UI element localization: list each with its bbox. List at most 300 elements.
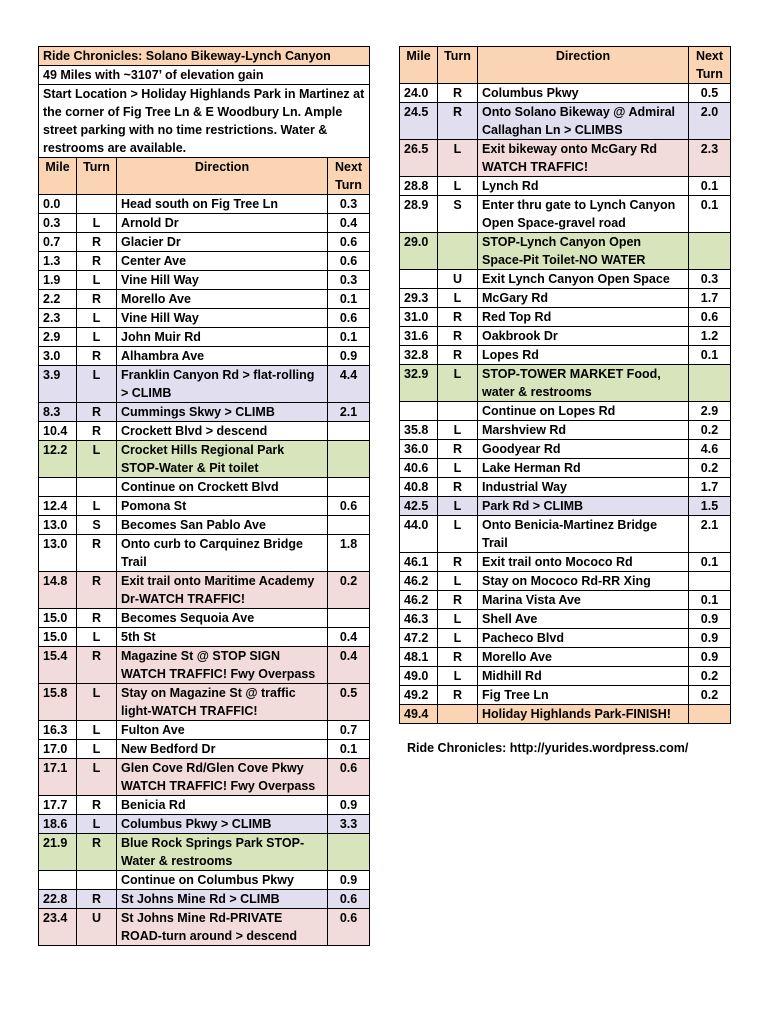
direction-cell: Crocket Hills Regional Park STOP-Water & Pit toilet [117,441,328,478]
mile-cell: 29.3 [400,289,438,308]
direction-cell: Marshview Rd [478,421,689,440]
cue-row [400,591,731,610]
cue-sheet-right [399,46,731,724]
direction-cell: Pomona St [117,497,328,516]
turn-cell: L [77,740,117,759]
cue-row [39,721,370,740]
turn-cell: L [438,629,478,648]
direction-cell: New Bedford Dr [117,740,328,759]
turn-cell: L [438,572,478,591]
start-location: Start Location > Holiday Highlands Park in Martinez at the corner of Fig Tree Ln & E Woodbury Ln. Ample street parking with no time restrictions. Water & restrooms are available. [39,85,370,158]
cue-row [400,667,731,686]
direction-cell: Crockett Blvd > descend [117,422,328,441]
mile-cell: 10.4 [39,422,77,441]
direction-cell: Columbus Pkwy [478,84,689,103]
direction-cell: Goodyear Rd [478,440,689,459]
next-turn-cell: 0.9 [328,796,370,815]
turn-cell: R [77,422,117,441]
cue-row [39,628,370,647]
mile-cell: 31.0 [400,308,438,327]
mile-cell [400,402,438,421]
next-turn-cell: 2.9 [689,402,731,421]
mile-cell: 48.1 [400,648,438,667]
mile-cell: 8.3 [39,403,77,422]
turn-cell: R [438,327,478,346]
mile-cell: 16.3 [39,721,77,740]
next-turn-cell: 0.6 [328,909,370,946]
turn-cell: R [438,648,478,667]
next-turn-cell: 0.6 [328,309,370,328]
mile-cell: 13.0 [39,535,77,572]
mile-cell: 40.8 [400,478,438,497]
direction-cell: Blue Rock Springs Park STOP-Water & restrooms [117,834,328,871]
next-turn-cell: 0.1 [689,177,731,196]
turn-cell [438,233,478,270]
turn-cell: L [438,140,478,177]
direction-cell: STOP-Lynch Canyon Open Space-Pit Toilet-NO WATER [478,233,689,270]
cue-row [400,308,731,327]
cue-row [400,346,731,365]
cue-row [39,328,370,347]
turn-cell: R [77,233,117,252]
cue-row [39,647,370,684]
turn-cell: L [438,667,478,686]
mile-cell: 13.0 [39,516,77,535]
mile-cell [400,270,438,289]
direction-cell: Alhambra Ave [117,347,328,366]
cue-row [400,84,731,103]
direction-cell: Park Rd > CLIMB [478,497,689,516]
direction-cell: Morello Ave [117,290,328,309]
direction-cell: Benicia Rd [117,796,328,815]
next-turn-cell: 0.1 [689,591,731,610]
turn-cell: R [77,609,117,628]
direction-cell: 5th St [117,628,328,647]
cue-row [400,516,731,553]
next-turn-cell: 2.0 [689,103,731,140]
cue-row [39,403,370,422]
next-turn-cell: 0.9 [689,610,731,629]
cue-row [39,815,370,834]
cue-row [400,103,731,140]
direction-cell: Onto Benicia-Martinez Bridge Trail [478,516,689,553]
next-turn-cell: 1.2 [689,327,731,346]
cue-row [400,686,731,705]
direction-cell: Head south on Fig Tree Ln [117,195,328,214]
mile-cell [39,478,77,497]
next-turn-cell: 0.1 [328,328,370,347]
next-turn-cell: 0.7 [328,721,370,740]
turn-cell: R [77,535,117,572]
mile-cell: 46.1 [400,553,438,572]
turn-cell: R [438,686,478,705]
next-turn-cell: 0.9 [689,629,731,648]
ride-title: Ride Chronicles: Solano Bikeway-Lynch Canyon [39,47,370,66]
turn-cell: L [77,366,117,403]
next-turn-cell: 2.3 [689,140,731,177]
header-mile: Mile [39,158,77,195]
mile-cell: 17.0 [39,740,77,759]
cue-row [400,270,731,289]
next-turn-cell: 2.1 [328,403,370,422]
cue-row [400,440,731,459]
turn-cell: L [438,610,478,629]
cue-row [39,347,370,366]
cue-row [39,214,370,233]
next-turn-cell [328,834,370,871]
turn-cell: R [77,403,117,422]
mile-cell: 36.0 [400,440,438,459]
cue-row [400,572,731,591]
next-turn-cell: 0.4 [328,647,370,684]
next-turn-cell: 0.4 [328,214,370,233]
direction-cell: McGary Rd [478,289,689,308]
turn-cell: L [77,497,117,516]
next-turn-cell [689,365,731,402]
mile-cell: 23.4 [39,909,77,946]
mile-cell: 49.4 [400,705,438,724]
next-turn-cell [689,572,731,591]
direction-cell: Exit trail onto Maritime Academy Dr-WATCH TRAFFIC! [117,572,328,609]
direction-cell: Vine Hill Way [117,309,328,328]
mile-cell: 47.2 [400,629,438,648]
next-turn-cell: 0.6 [689,308,731,327]
next-turn-cell: 0.1 [689,346,731,365]
mile-cell: 1.9 [39,271,77,290]
cue-row [400,365,731,402]
cue-row [400,478,731,497]
next-turn-cell: 0.2 [689,421,731,440]
turn-cell: U [438,270,478,289]
cue-row [400,327,731,346]
next-turn-cell: 0.9 [689,648,731,667]
mile-cell: 22.8 [39,890,77,909]
turn-cell: L [77,441,117,478]
turn-cell: L [438,365,478,402]
cue-row [400,421,731,440]
direction-cell: Vine Hill Way [117,271,328,290]
footer-credit: Ride Chronicles: http://yurides.wordpress.com/ [407,741,689,755]
turn-cell: L [77,721,117,740]
cue-row [39,684,370,721]
cue-row [39,796,370,815]
mile-cell: 35.8 [400,421,438,440]
next-turn-cell [328,441,370,478]
cue-row [400,459,731,478]
direction-cell: Exit Lynch Canyon Open Space [478,270,689,289]
turn-cell: L [77,815,117,834]
cue-row [400,402,731,421]
next-turn-cell: 0.6 [328,252,370,271]
turn-cell: L [438,459,478,478]
mile-cell: 12.2 [39,441,77,478]
direction-cell: Continue on Crockett Blvd [117,478,328,497]
mile-cell: 28.9 [400,196,438,233]
mile-cell: 24.5 [400,103,438,140]
next-turn-cell: 1.7 [689,289,731,308]
direction-cell: Stay on Magazine St @ traffic light-WATCH TRAFFIC! [117,684,328,721]
direction-cell: Magazine St @ STOP SIGN WATCH TRAFFIC! Fwy Overpass [117,647,328,684]
mile-cell: 17.7 [39,796,77,815]
cue-row [400,140,731,177]
direction-cell: Stay on Mococo Rd-RR Xing [478,572,689,591]
turn-cell: R [438,478,478,497]
turn-cell: R [77,834,117,871]
cue-row [400,196,731,233]
mile-cell: 17.1 [39,759,77,796]
turn-cell: L [77,214,117,233]
next-turn-cell: 0.9 [328,347,370,366]
turn-cell: L [77,684,117,721]
mile-cell: 3.9 [39,366,77,403]
next-turn-cell: 0.3 [328,271,370,290]
turn-cell: U [77,909,117,946]
next-turn-cell: 0.9 [328,871,370,890]
mile-cell: 18.6 [39,815,77,834]
direction-cell: Becomes San Pablo Ave [117,516,328,535]
mile-cell: 28.8 [400,177,438,196]
cue-row [39,516,370,535]
cue-row [39,233,370,252]
direction-cell: Fig Tree Ln [478,686,689,705]
next-turn-cell [328,516,370,535]
turn-cell: L [77,628,117,647]
cue-row [39,195,370,214]
next-turn-cell: 0.2 [328,572,370,609]
cue-row [39,909,370,946]
next-turn-cell: 0.2 [689,667,731,686]
turn-cell [77,195,117,214]
turn-cell: L [77,328,117,347]
mile-cell: 32.8 [400,346,438,365]
cue-row [400,233,731,270]
turn-cell [438,705,478,724]
direction-cell: St Johns Mine Rd-PRIVATE ROAD-turn around > descend [117,909,328,946]
turn-cell: L [438,421,478,440]
turn-cell: L [438,289,478,308]
mile-cell: 49.0 [400,667,438,686]
direction-cell: Continue on Columbus Pkwy [117,871,328,890]
mile-cell: 3.0 [39,347,77,366]
direction-cell: Enter thru gate to Lynch Canyon Open Space-gravel road [478,196,689,233]
direction-cell: Morello Ave [478,648,689,667]
next-turn-cell [689,705,731,724]
turn-cell: S [77,516,117,535]
cue-row [39,478,370,497]
mile-cell: 12.4 [39,497,77,516]
mile-cell: 29.0 [400,233,438,270]
turn-cell: R [77,347,117,366]
cue-row [400,610,731,629]
cue-row [39,309,370,328]
mile-cell: 26.5 [400,140,438,177]
direction-cell: Cummings Skwy > CLIMB [117,403,328,422]
mile-cell: 46.3 [400,610,438,629]
turn-cell: L [77,309,117,328]
turn-cell: L [77,271,117,290]
turn-cell: R [77,647,117,684]
turn-cell: R [77,890,117,909]
turn-cell: L [438,516,478,553]
direction-cell: Becomes Sequoia Ave [117,609,328,628]
mile-cell: 31.6 [400,327,438,346]
direction-cell: St Johns Mine Rd > CLIMB [117,890,328,909]
mile-cell: 49.2 [400,686,438,705]
cue-row [400,177,731,196]
direction-cell: Continue on Lopes Rd [478,402,689,421]
cue-row [39,366,370,403]
mile-cell: 2.3 [39,309,77,328]
turn-cell: R [77,252,117,271]
cue-row [39,740,370,759]
direction-cell: Pacheco Blvd [478,629,689,648]
direction-cell: STOP-TOWER MARKET Food, water & restrooms [478,365,689,402]
cue-row [39,535,370,572]
mile-cell: 24.0 [400,84,438,103]
direction-cell: Marina Vista Ave [478,591,689,610]
mile-cell: 14.8 [39,572,77,609]
turn-cell: L [438,177,478,196]
turn-cell: R [438,553,478,572]
turn-cell: R [77,796,117,815]
direction-cell: Industrial Way [478,478,689,497]
cue-row [400,705,731,724]
direction-cell: Franklin Canyon Rd > flat-rolling > CLIMB [117,366,328,403]
next-turn-cell: 0.6 [328,497,370,516]
mile-cell: 46.2 [400,591,438,610]
cue-row [39,834,370,871]
mile-cell: 40.6 [400,459,438,478]
mile-cell: 2.2 [39,290,77,309]
cue-row [39,609,370,628]
turn-cell: R [438,440,478,459]
mile-cell: 15.8 [39,684,77,721]
direction-cell: Exit trail onto Mococo Rd [478,553,689,572]
turn-cell: R [77,572,117,609]
direction-cell: Columbus Pkwy > CLIMB [117,815,328,834]
next-turn-cell [328,478,370,497]
next-turn-cell: 0.4 [328,628,370,647]
next-turn-cell: 0.1 [328,290,370,309]
direction-cell: Midhill Rd [478,667,689,686]
turn-cell: R [438,591,478,610]
cue-row [400,553,731,572]
cue-row [39,252,370,271]
mile-cell: 44.0 [400,516,438,553]
turn-cell: R [438,84,478,103]
header-mile: Mile [400,47,438,84]
next-turn-cell: 0.1 [689,196,731,233]
cue-row [39,441,370,478]
turn-cell: L [77,759,117,796]
header-direction: Direction [117,158,328,195]
direction-cell: Onto curb to Carquinez Bridge Trail [117,535,328,572]
mile-cell: 15.0 [39,609,77,628]
cue-row [39,572,370,609]
cue-row [39,871,370,890]
turn-cell [77,871,117,890]
mile-cell: 46.2 [400,572,438,591]
next-turn-cell: 4.6 [689,440,731,459]
cue-row [39,290,370,309]
mile-cell: 2.9 [39,328,77,347]
direction-cell: Shell Ave [478,610,689,629]
next-turn-cell: 0.2 [689,686,731,705]
cue-row [400,648,731,667]
direction-cell: Glen Cove Rd/Glen Cove Pkwy WATCH TRAFFIC! Fwy Overpass [117,759,328,796]
mile-cell: 15.0 [39,628,77,647]
direction-cell: Red Top Rd [478,308,689,327]
turn-cell: R [77,290,117,309]
next-turn-cell: 0.1 [328,740,370,759]
next-turn-cell: 0.3 [328,195,370,214]
next-turn-cell: 0.6 [328,890,370,909]
direction-cell: Center Ave [117,252,328,271]
cue-row [39,759,370,796]
next-turn-cell: 3.3 [328,815,370,834]
mile-cell: 0.3 [39,214,77,233]
mile-cell: 1.3 [39,252,77,271]
turn-cell: R [438,346,478,365]
header-next-turn: Next Turn [689,47,731,84]
mile-cell: 32.9 [400,365,438,402]
cue-row [39,497,370,516]
mile-cell: 21.9 [39,834,77,871]
direction-cell: John Muir Rd [117,328,328,347]
mile-cell: 15.4 [39,647,77,684]
cue-row [39,890,370,909]
direction-cell: Lopes Rd [478,346,689,365]
header-direction: Direction [478,47,689,84]
ride-summary: 49 Miles with ~3107’ of elevation gain [39,66,370,85]
direction-cell: Lynch Rd [478,177,689,196]
direction-cell: Holiday Highlands Park-FINISH! [478,705,689,724]
direction-cell: Oakbrook Dr [478,327,689,346]
direction-cell: Lake Herman Rd [478,459,689,478]
next-turn-cell [328,422,370,441]
next-turn-cell: 1.8 [328,535,370,572]
next-turn-cell: 0.5 [328,684,370,721]
direction-cell: Exit bikeway onto McGary Rd WATCH TRAFFIC! [478,140,689,177]
direction-cell: Fulton Ave [117,721,328,740]
cue-row [400,289,731,308]
turn-cell: S [438,196,478,233]
next-turn-cell [689,233,731,270]
cue-sheet-left [38,46,370,946]
next-turn-cell: 0.6 [328,759,370,796]
next-turn-cell: 1.7 [689,478,731,497]
column-header-row [400,47,731,84]
cue-row [400,497,731,516]
cue-row [39,422,370,441]
turn-cell [438,402,478,421]
next-turn-cell: 1.5 [689,497,731,516]
turn-cell [77,478,117,497]
direction-cell: Onto Solano Bikeway @ Admiral Callaghan Ln > CLIMBS [478,103,689,140]
next-turn-cell: 0.5 [689,84,731,103]
turn-cell: R [438,308,478,327]
next-turn-cell [328,609,370,628]
header-next-turn: Next Turn [328,158,370,195]
next-turn-cell: 4.4 [328,366,370,403]
cue-row [400,629,731,648]
mile-cell: 0.7 [39,233,77,252]
direction-cell: Glacier Dr [117,233,328,252]
mile-cell: 42.5 [400,497,438,516]
column-header-row [39,158,370,195]
next-turn-cell: 0.3 [689,270,731,289]
header-turn: Turn [438,47,478,84]
